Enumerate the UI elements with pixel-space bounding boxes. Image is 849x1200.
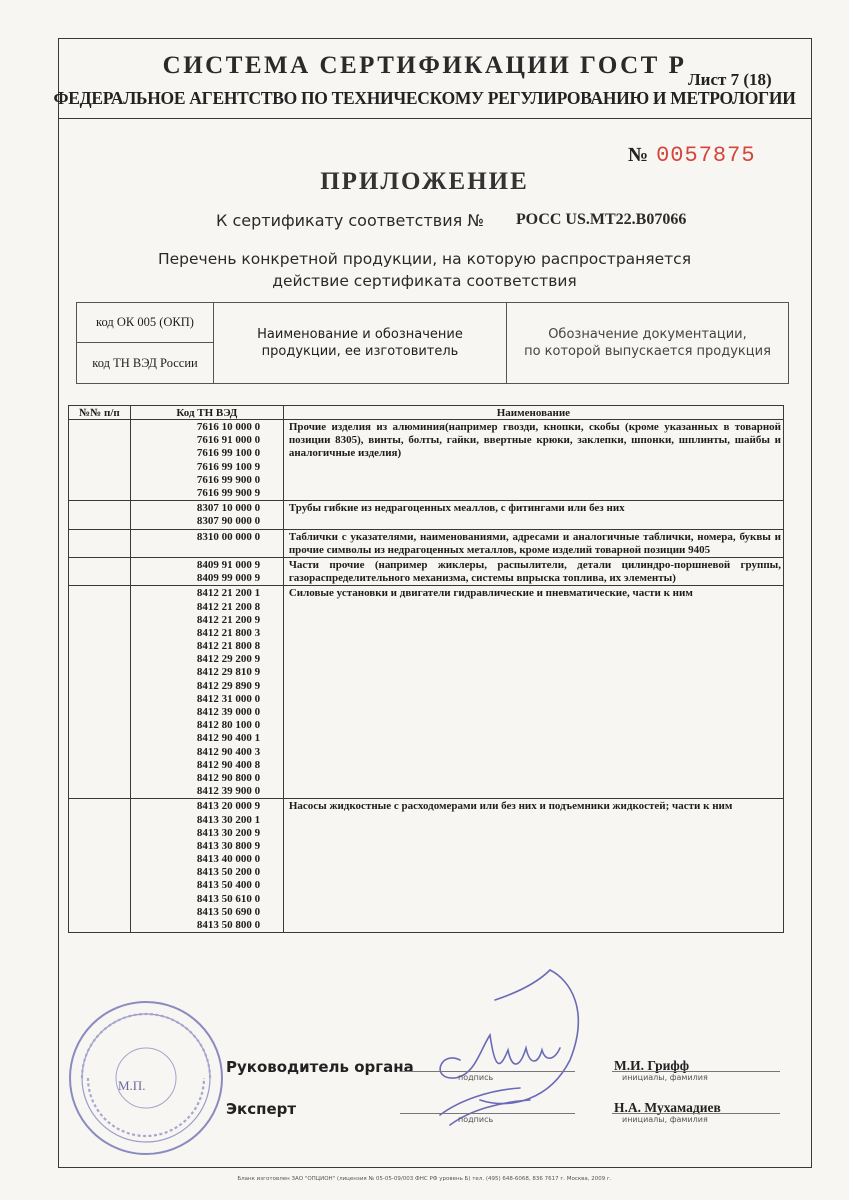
legend-tnved-code: код ТН ВЭД России [92, 355, 198, 370]
code-cell [130, 529, 283, 557]
head-name-line [612, 1071, 780, 1072]
code-cell [130, 799, 283, 933]
head-name: М.И. Грифф [614, 1058, 690, 1073]
legend-box [76, 302, 789, 384]
tnved-code: 8409 91 000 9 [196, 558, 261, 571]
tnved-code: 8412 39 000 0 [196, 706, 261, 718]
legend-name-line2: продукции, ее изготовитель [261, 344, 459, 359]
expert-label: Эксперт [226, 1100, 297, 1118]
code-cell [130, 586, 283, 799]
code-cell [130, 501, 283, 529]
tnved-code: 8412 21 200 9 [196, 613, 261, 626]
table-row [69, 799, 784, 933]
expert-signature-line [400, 1113, 575, 1114]
official-stamp-icon [66, 998, 226, 1158]
list-heading-line1: Перечень конкретной продукции, на которую распространяется [157, 250, 692, 268]
legend-name [214, 303, 507, 383]
row-number-cell [69, 557, 131, 585]
tnved-code: 8413 50 200 0 [196, 866, 261, 879]
tnved-code: 8413 30 200 9 [196, 826, 261, 839]
tnved-code: 8412 21 200 8 [196, 600, 261, 613]
tnved-code: 8412 29 890 9 [196, 679, 261, 692]
tnved-code: 8412 21 800 8 [196, 640, 261, 653]
tnved-code: 7616 99 900 9 [196, 486, 261, 499]
tnved-code: 8412 90 800 0 [196, 771, 261, 784]
table-row [69, 557, 784, 585]
head-signature-caption: подпись [458, 1073, 494, 1082]
certificate-label: К сертификату соответствия № [216, 211, 484, 230]
legend-codes [77, 303, 214, 383]
tnved-code: 7616 99 100 9 [196, 460, 261, 473]
expert-signature-caption: подпись [458, 1115, 494, 1124]
tnved-code: 8413 30 800 9 [196, 839, 261, 852]
tnved-code: 8412 90 400 1 [196, 732, 261, 745]
tnved-code: 8413 50 610 0 [196, 892, 261, 905]
col-code-header: Код ТН ВЭД [130, 406, 283, 420]
form-number: 0057875 [656, 143, 756, 168]
tnved-code: 8409 99 000 9 [196, 572, 261, 585]
legend-doc-line1: Обозначение документации, [548, 327, 747, 342]
legend-name-line1: Наименование и обозначение [257, 327, 463, 342]
tnved-code: 7616 99 100 0 [196, 447, 261, 460]
tnved-code: 8310 00 000 0 [196, 530, 261, 543]
tnved-code: 8307 10 000 0 [196, 502, 261, 515]
stamp-mark: М.П. [118, 1078, 146, 1093]
signature-icon [400, 940, 630, 1140]
table-row [69, 529, 784, 557]
tnved-code: 8413 50 400 0 [196, 879, 261, 892]
agency-name: ФЕДЕРАЛЬНОЕ АГЕНТСТВО ПО ТЕХНИЧЕСКОМУ РЕГУЛИРОВАНИЮ И МЕТРОЛОГИИ [53, 88, 796, 108]
code-cell [130, 557, 283, 585]
tnved-code: 7616 91 000 0 [196, 434, 261, 447]
head-signature-line [400, 1071, 575, 1072]
tnved-code: 8413 40 000 0 [196, 853, 261, 866]
tnved-code: 8412 80 100 0 [196, 719, 261, 732]
legend-doc-line2: по которой выпускается продукция [524, 344, 771, 359]
row-number-cell [69, 799, 131, 933]
tnved-code: 8412 21 800 3 [196, 626, 261, 639]
tnved-code: 8413 50 800 0 [196, 919, 261, 931]
product-name: Насосы жидкостные с расходомерами или без них и подъемники жидкостей; части к ним [283, 799, 783, 933]
table-header-row [69, 406, 784, 420]
table-row [69, 420, 784, 501]
sheet-number: Лист 7 (18) [688, 70, 772, 89]
product-name: Прочие изделия из алюминия(например гвозди, кнопки, скобы (кроме указанных в товарной позиции 8305), винты, болты, гайки, ввертные крюки, заклепки, шпонки, шплинты, шайбы и аналогичные изделия) [283, 420, 783, 501]
tnved-code: 8412 90 400 8 [196, 758, 261, 771]
certificate-number: РОСС US.MT22.B07066 [516, 211, 687, 228]
tnved-code: 8412 21 200 1 [196, 587, 261, 600]
legend-okp-code: код ОК 005 (ОКП) [77, 303, 213, 343]
product-name: Части прочие (например жиклеры, распылители, детали цилиндро-поршневой группы, газораспределительного механизма, системы впрыска топлива, их элементы) [283, 557, 783, 585]
tnved-code: 8412 29 200 9 [196, 653, 261, 666]
product-table [68, 405, 784, 933]
header-divider [58, 118, 812, 119]
row-number-cell [69, 529, 131, 557]
form-number-row [628, 143, 756, 168]
expert-name-line [612, 1113, 780, 1114]
product-name: Таблички с указателями, наименованиями, адресами и аналогичные таблички, номера, буквы и прочие символы из недрагоценных металлов, кроме изделий товарной позиции 9405 [283, 529, 783, 557]
tnved-code: 8412 90 400 3 [196, 745, 261, 758]
head-label: Руководитель органа [226, 1058, 414, 1076]
tnved-code: 8413 20 000 9 [196, 800, 261, 813]
footer-print-info: Бланк изготовлен ЗАО "ОПЦИОН" (лицензия № 05-05-09/003 ФНС РФ уровень Б) тел. (495) 648-6068, 836 7617 г. Москва, 2009 г. [237, 1176, 612, 1182]
expert-name: Н.А. Мухамадиев [614, 1100, 721, 1115]
tnved-code: 7616 99 900 0 [196, 473, 261, 486]
expert-name-caption: инициалы, фамилия [622, 1115, 708, 1124]
tnved-code: 8413 30 200 1 [196, 813, 261, 826]
legend-docs [507, 303, 788, 383]
product-name: Силовые установки и двигатели гидравлические и пневматические, части к ним [283, 586, 783, 799]
table-row [69, 501, 784, 529]
tnved-code: 8307 90 000 0 [196, 515, 261, 528]
head-name-caption: инициалы, фамилия [622, 1073, 708, 1082]
col-num-header: №№ п/п [69, 406, 131, 420]
product-name: Трубы гибкие из недрагоценных меаллов, с фитингами или без них [283, 501, 783, 529]
tnved-code: 8412 29 810 9 [196, 666, 261, 679]
number-sign: № [628, 144, 649, 166]
appendix-title: ПРИЛОЖЕНИЕ [320, 168, 529, 195]
row-number-cell [69, 501, 131, 529]
col-name-header: Наименование [283, 406, 783, 420]
tnved-code: 7616 10 000 0 [196, 421, 261, 433]
list-heading-line2: действие сертификата соответствия [272, 272, 577, 290]
tnved-code: 8412 39 900 0 [196, 785, 261, 798]
tnved-code: 8412 31 000 0 [196, 692, 261, 705]
code-cell [130, 420, 283, 501]
row-number-cell [69, 420, 131, 501]
row-number-cell [69, 586, 131, 799]
tnved-code: 8413 50 690 0 [196, 905, 261, 918]
list-heading [0, 248, 849, 292]
table-row [69, 586, 784, 799]
system-title: СИСТЕМА СЕРТИФИКАЦИИ ГОСТ Р [162, 52, 687, 79]
